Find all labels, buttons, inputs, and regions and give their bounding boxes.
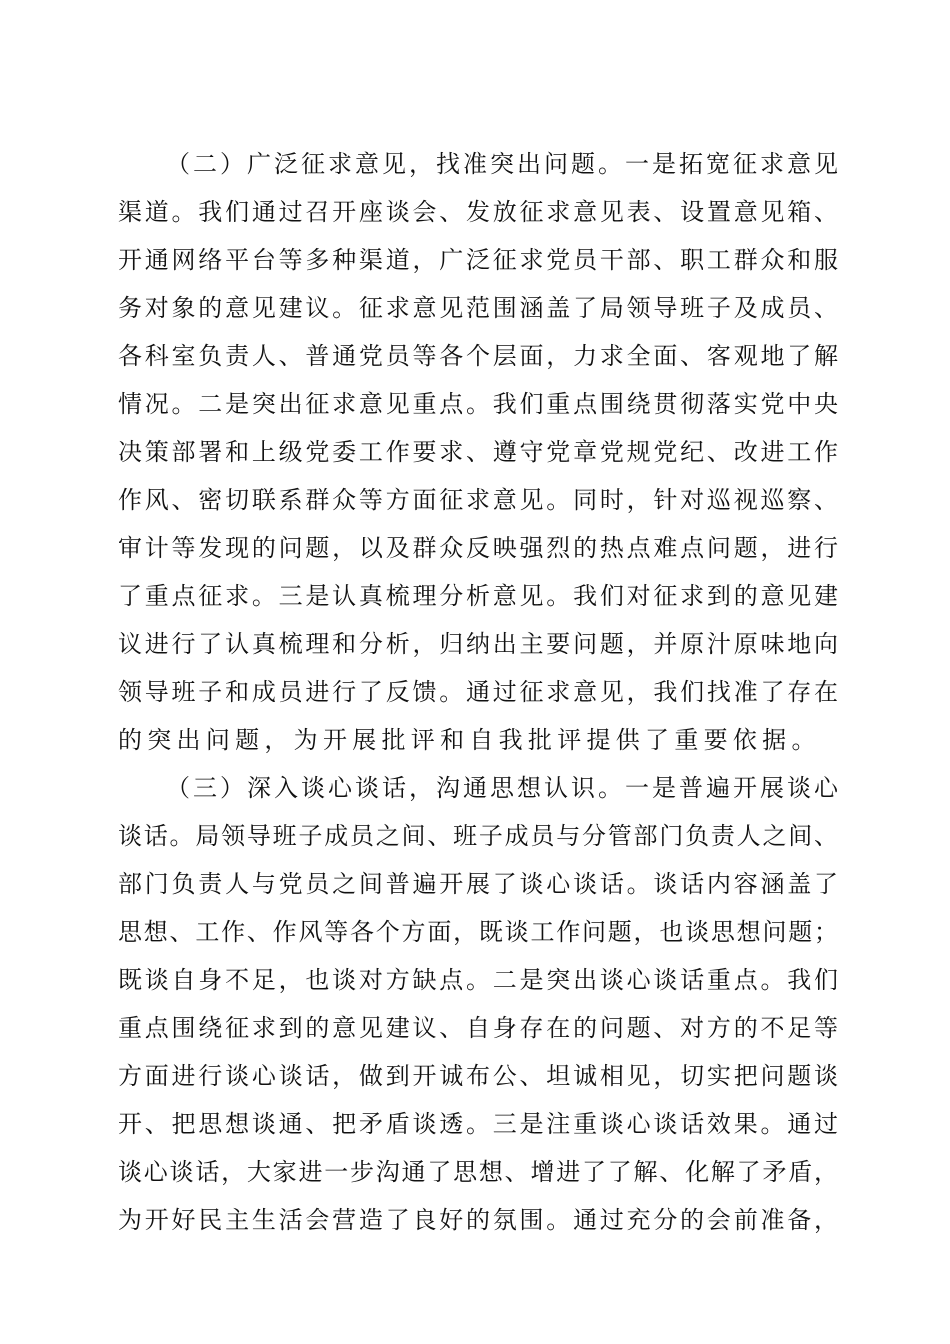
text-line: 议进行了认真梳理和分析，归纳出主要问题，并原汁原味地向 xyxy=(118,630,838,658)
text-line: 审计等发现的问题，以及群众反映强烈的热点难点问题，进行 xyxy=(118,534,838,562)
text-line: 谈心谈话，大家进一步沟通了思想、增进了了解、化解了矛盾， xyxy=(118,1158,838,1186)
text-line: 领导班子和成员进行了反馈。通过征求意见，我们找准了存在 xyxy=(118,678,838,706)
text-line: 方面进行谈心谈话，做到开诚布公、坦诚相见，切实把问题谈 xyxy=(118,1062,838,1090)
text-line: 开、把思想谈通、把矛盾谈透。三是注重谈心谈话效果。通过 xyxy=(118,1110,838,1138)
text-line: 了重点征求。三是认真梳理分析意见。我们对征求到的意见建 xyxy=(118,582,838,610)
text-line: 谈话。局领导班子成员之间、班子成员与分管部门负责人之间、 xyxy=(118,822,838,850)
text-line: 各科室负责人、普通党员等各个层面，力求全面、客观地了解 xyxy=(118,342,838,370)
text-line: （三）深入谈心谈话，沟通思想认识。一是普遍开展谈心 xyxy=(166,774,838,802)
text-line: 的突出问题，为开展批评和自我批评提供了重要依据。 xyxy=(118,726,821,754)
text-line: 作风、密切联系群众等方面征求意见。同时，针对巡视巡察、 xyxy=(118,486,838,514)
text-line: 务对象的意见建议。征求意见范围涵盖了局领导班子及成员、 xyxy=(118,294,838,322)
text-line: 为开好民主生活会营造了良好的氛围。通过充分的会前准备， xyxy=(118,1206,838,1234)
text-line: 决策部署和上级党委工作要求、遵守党章党规党纪、改进工作 xyxy=(118,438,838,466)
text-line: 既谈自身不足，也谈对方缺点。二是突出谈心谈话重点。我们 xyxy=(118,966,838,994)
text-line: 情况。二是突出征求意见重点。我们重点围绕贯彻落实党中央 xyxy=(118,390,838,418)
paragraph-solicit-opinions xyxy=(118,140,838,764)
text-line: （二）广泛征求意见，找准突出问题。一是拓宽征求意见 xyxy=(166,150,838,178)
text-line: 思想、工作、作风等各个方面，既谈工作问题，也谈思想问题； xyxy=(118,918,838,946)
document-body xyxy=(118,140,838,1244)
text-line: 开通网络平台等多种渠道，广泛征求党员干部、职工群众和服 xyxy=(118,246,838,274)
text-line: 重点围绕征求到的意见建议、自身存在的问题、对方的不足等 xyxy=(118,1014,838,1042)
paragraph-heart-to-heart-talks xyxy=(118,764,838,1244)
text-line: 渠道。我们通过召开座谈会、发放征求意见表、设置意见箱、 xyxy=(118,198,838,226)
text-line: 部门负责人与党员之间普遍开展了谈心谈话。谈话内容涵盖了 xyxy=(118,870,838,898)
